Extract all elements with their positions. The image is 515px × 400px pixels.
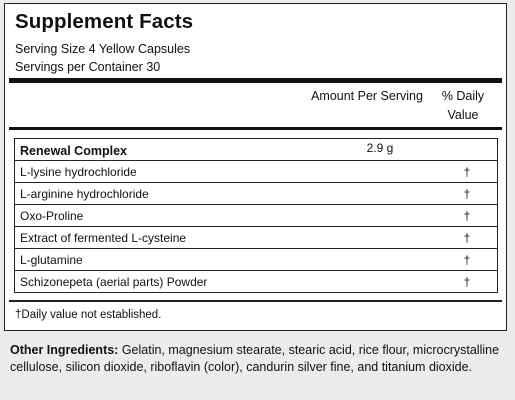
table-row: [15, 139, 497, 161]
ingredient-dv: †: [463, 209, 471, 223]
thick-divider: [9, 78, 502, 83]
ingredient-name: L-arginine hydrochloride: [20, 187, 149, 201]
other-ingredients-text: Gelatin, magnesium stearate, stearic acid, rice flour, microcrystalline cellulose, silicon dioxide, riboflavin (color), candurin silver fine, and titanium dioxide.: [10, 343, 500, 374]
ingredient-dv: †: [463, 275, 471, 289]
dv-column-header-line1: % Daily: [441, 89, 485, 103]
footnote: †Daily value not established.: [15, 309, 162, 321]
ingredient-name: L-glutamine: [20, 253, 83, 267]
other-ingredients: [10, 342, 508, 376]
ingredient-name: Schizonepeta (aerial parts) Powder: [20, 275, 208, 289]
table-row: [15, 205, 497, 227]
dv-column-header-line2: Value: [447, 108, 479, 122]
serving-size: Serving Size 4 Yellow Capsules: [15, 42, 191, 56]
ingredients-table: [14, 138, 498, 293]
table-row: [15, 227, 497, 249]
blend-name: Renewal Complex: [20, 144, 127, 158]
table-row: [15, 161, 497, 183]
ingredient-name: L-lysine hydrochloride: [20, 165, 137, 179]
ingredient-name: Extract of fermented L-cysteine: [20, 231, 187, 245]
table-row: [15, 183, 497, 205]
supplement-facts-panel: [4, 3, 507, 331]
blend-amount: 2.9 g: [366, 141, 394, 155]
ingredient-dv: †: [463, 187, 471, 201]
ingredient-dv: †: [463, 231, 471, 245]
ingredient-dv: †: [463, 253, 471, 267]
amount-column-header: Amount Per Serving: [311, 89, 423, 103]
table-row: [15, 271, 497, 293]
servings-per-container: Servings per Container 30: [15, 60, 161, 74]
panel-title: Supplement Facts: [15, 10, 194, 33]
ingredient-name: Oxo-Proline: [20, 209, 84, 223]
ingredient-dv: †: [463, 165, 471, 179]
other-ingredients-label: Other Ingredients:: [10, 343, 119, 357]
footnote-divider: [9, 300, 502, 302]
medium-divider: [9, 127, 502, 130]
table-row: [15, 249, 497, 271]
